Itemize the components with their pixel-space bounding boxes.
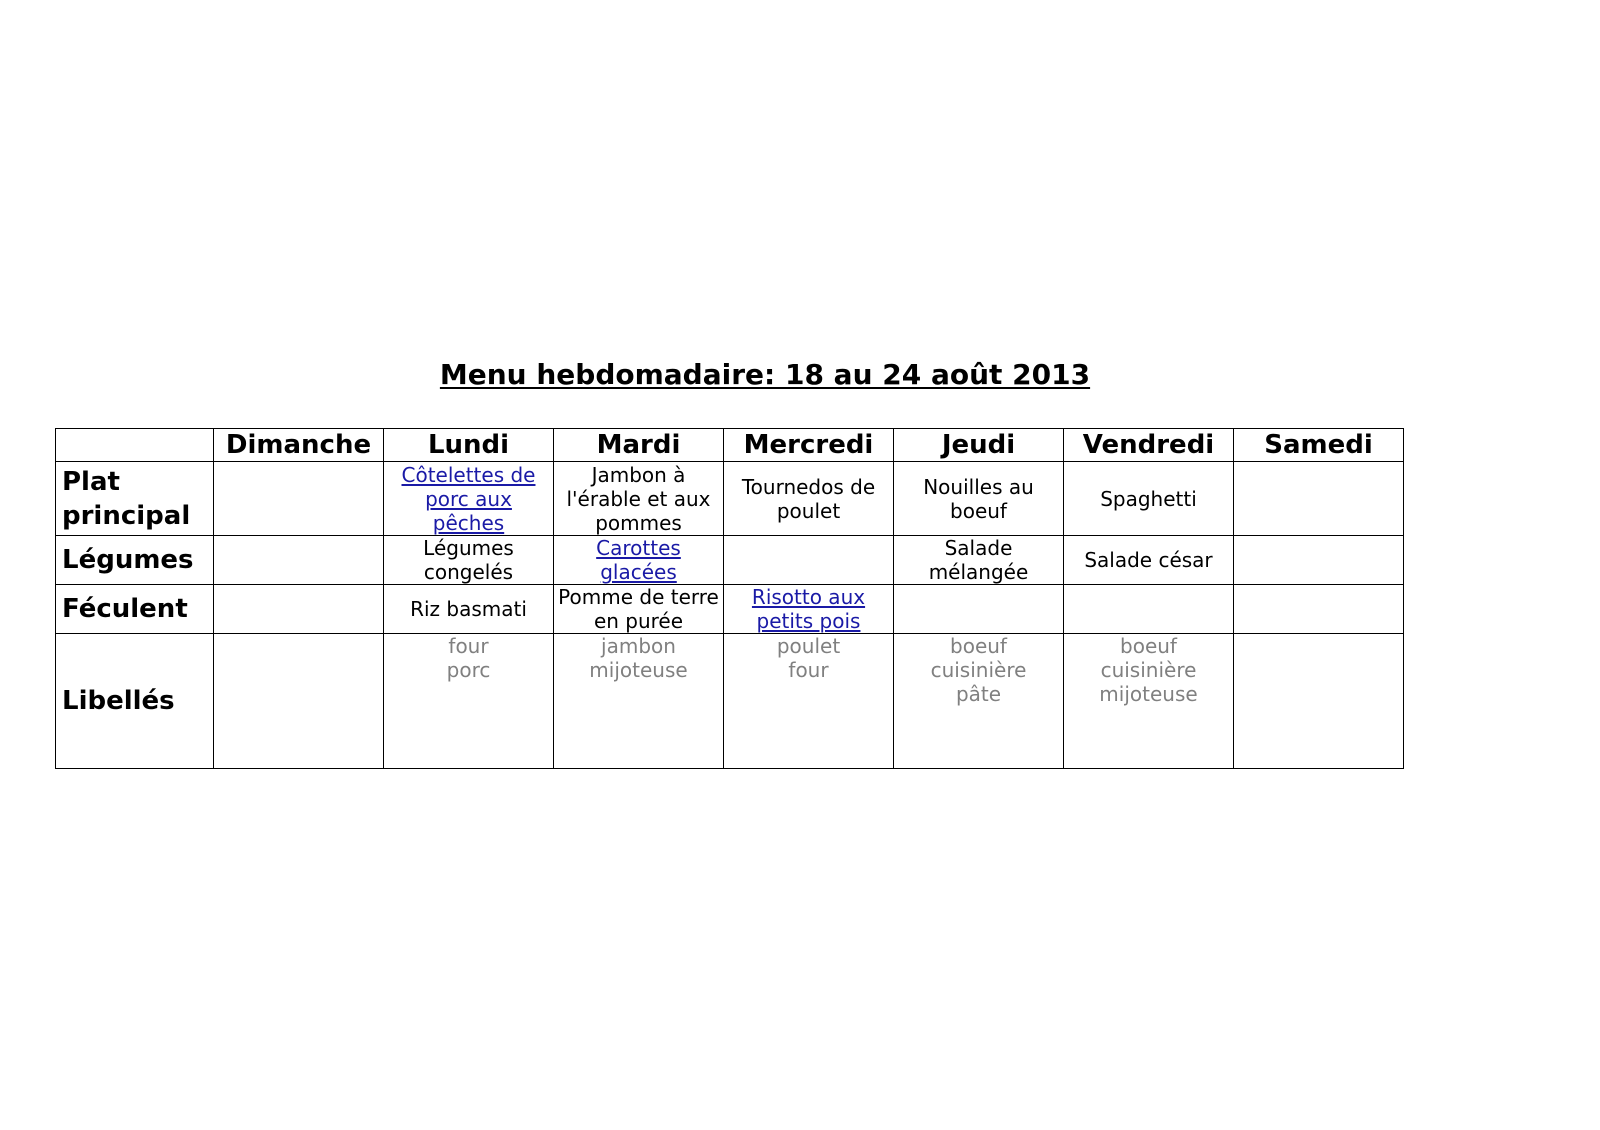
cell-feculent-jeudi bbox=[894, 585, 1064, 634]
cell-feculent-mardi: Pomme de terre en purée bbox=[554, 585, 724, 634]
row-label-plat-principal: Plat principal bbox=[56, 462, 214, 536]
cell-plat-jeudi: Nouilles au boeuf bbox=[894, 462, 1064, 536]
cell-feculent-dimanche bbox=[214, 585, 384, 634]
row-libelles bbox=[56, 634, 1404, 769]
tag-label[interactable]: four bbox=[448, 634, 489, 658]
cell-legumes-mercredi bbox=[724, 536, 894, 585]
cell-libelles-jeudi bbox=[894, 634, 1064, 769]
day-header-jeudi: Jeudi bbox=[894, 429, 1064, 462]
day-header-mardi: Mardi bbox=[554, 429, 724, 462]
cell-plat-mercredi: Tournedos de poulet bbox=[724, 462, 894, 536]
tag-label[interactable]: mijoteuse bbox=[589, 658, 688, 682]
recipe-link-carottes[interactable]: Carottes glacées bbox=[596, 536, 681, 584]
cell-plat-samedi bbox=[1234, 462, 1404, 536]
tag-label[interactable]: boeuf bbox=[950, 634, 1007, 658]
day-header-lundi: Lundi bbox=[384, 429, 554, 462]
tag-label[interactable]: cuisinière bbox=[930, 658, 1027, 682]
cell-legumes-samedi bbox=[1234, 536, 1404, 585]
cell-feculent-mercredi bbox=[724, 585, 894, 634]
page-title bbox=[0, 358, 1530, 392]
cell-libelles-mercredi bbox=[724, 634, 894, 769]
tag-label[interactable]: four bbox=[788, 658, 829, 682]
cell-libelles-mardi bbox=[554, 634, 724, 769]
tag-label[interactable]: cuisinière bbox=[1100, 658, 1197, 682]
cell-plat-lundi bbox=[384, 462, 554, 536]
tag-label[interactable]: porc bbox=[446, 658, 491, 682]
cell-plat-dimanche bbox=[214, 462, 384, 536]
tag-label[interactable]: mijoteuse bbox=[1099, 682, 1198, 706]
tag-label[interactable]: poulet bbox=[776, 634, 841, 658]
row-label-legumes: Légumes bbox=[56, 536, 214, 585]
row-plat-principal bbox=[56, 462, 1404, 536]
cell-libelles-vendredi bbox=[1064, 634, 1234, 769]
cell-libelles-dimanche bbox=[214, 634, 384, 769]
cell-legumes-mardi bbox=[554, 536, 724, 585]
cell-libelles-samedi bbox=[1234, 634, 1404, 769]
cell-legumes-vendredi: Salade césar bbox=[1064, 536, 1234, 585]
recipe-link-cotelettes[interactable]: Côtelettes de porc aux pêches bbox=[401, 462, 536, 535]
recipe-link-risotto[interactable]: Risotto aux petits pois bbox=[751, 585, 866, 633]
cell-legumes-jeudi: Salade mélangée bbox=[894, 536, 1064, 585]
corner-cell bbox=[56, 429, 214, 462]
row-label-feculent: Féculent bbox=[56, 585, 214, 634]
day-header-dimanche: Dimanche bbox=[214, 429, 384, 462]
page-title-text: Menu hebdomadaire: 18 au 24 août 2013 bbox=[439, 358, 1091, 391]
row-label-libelles: Libellés bbox=[56, 634, 214, 769]
tag-label[interactable]: jambon bbox=[601, 634, 676, 658]
row-feculent bbox=[56, 585, 1404, 634]
day-header-vendredi: Vendredi bbox=[1064, 429, 1234, 462]
cell-plat-mardi: Jambon à l'érable et aux pommes bbox=[554, 462, 724, 536]
day-header-mercredi: Mercredi bbox=[724, 429, 894, 462]
header-row bbox=[56, 429, 1404, 462]
cell-feculent-samedi bbox=[1234, 585, 1404, 634]
cell-legumes-dimanche bbox=[214, 536, 384, 585]
cell-legumes-lundi: Légumes congelés bbox=[384, 536, 554, 585]
cell-libelles-lundi bbox=[384, 634, 554, 769]
tag-label[interactable]: pâte bbox=[955, 682, 1002, 706]
weekly-menu-table bbox=[55, 428, 1404, 769]
day-header-samedi: Samedi bbox=[1234, 429, 1404, 462]
cell-plat-vendredi: Spaghetti bbox=[1064, 462, 1234, 536]
cell-feculent-lundi: Riz basmati bbox=[384, 585, 554, 634]
cell-feculent-vendredi bbox=[1064, 585, 1234, 634]
tag-label[interactable]: boeuf bbox=[1120, 634, 1177, 658]
row-legumes bbox=[56, 536, 1404, 585]
